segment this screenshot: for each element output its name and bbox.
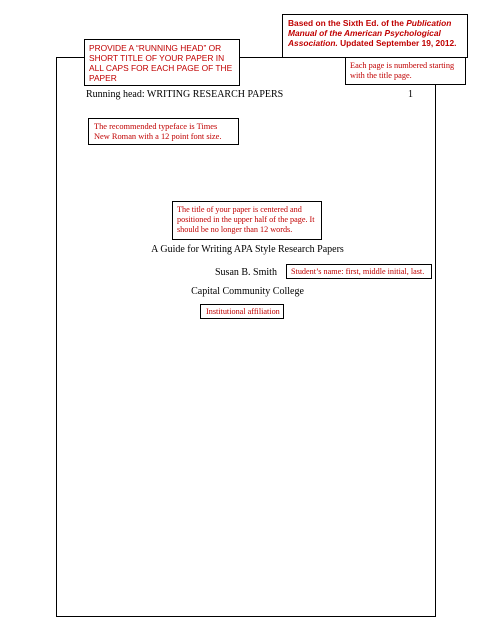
title-annotation (172, 201, 322, 240)
running-head: Running head: WRITING RESEARCH PAPERS (86, 89, 284, 100)
running-head-annotation (84, 39, 240, 86)
page-number-annotation (345, 57, 466, 85)
typeface-annotation-text: The recommended typeface is Times New Roman with a 12 point font size. (94, 122, 222, 142)
running-head-annotation-text: PROVIDE A “RUNNING HEAD” OR SHORT TITLE OF YOUR PAPER IN ALL CAPS FOR EACH PAGE OF THE PAPER (89, 43, 233, 84)
affiliation-annotation-text: Institutional affiliation (206, 307, 280, 316)
page-number-annotation-text: Each page is numbered starting with the title page. (350, 61, 455, 80)
edition-annotation-suffix: Updated September 19, 2012. (337, 38, 457, 49)
student-name-annotation-text: Student’s name: first, middle initial, last. (291, 267, 425, 276)
affiliation-annotation (200, 304, 284, 319)
edition-annotation-manual: Publication Manual of the American Psychological Association. (288, 18, 452, 49)
title-annotation-text: The title of your paper is centered and positioned in the upper half of the page. It should be no longer than 12 words. (177, 205, 315, 234)
edition-annotation-prefix: Based on the Sixth Ed. of the (288, 18, 407, 28)
author-name: Susan B. Smith (215, 267, 277, 278)
page-number: 1 (408, 89, 413, 100)
typeface-annotation (88, 118, 239, 145)
institution-name: Capital Community College (191, 286, 304, 297)
student-name-annotation (286, 264, 432, 279)
paper-title: A Guide for Writing APA Style Research Papers (151, 244, 344, 255)
edition-annotation (282, 14, 468, 58)
